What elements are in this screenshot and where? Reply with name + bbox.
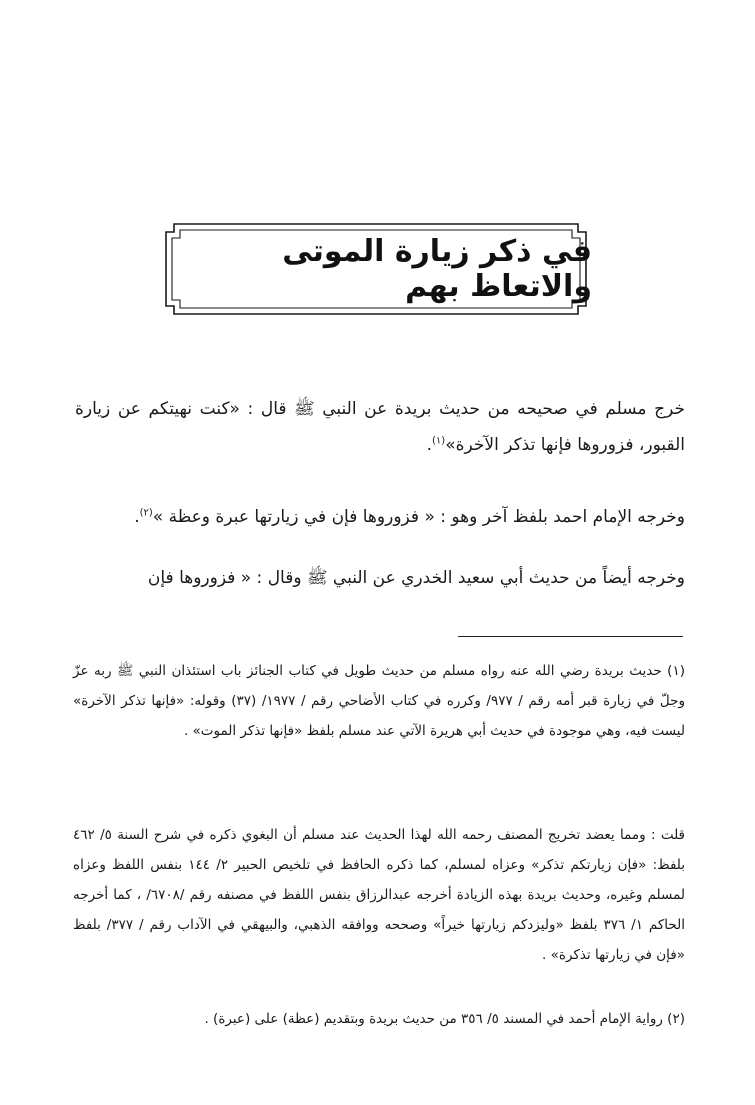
chapter-title: في ذكر زيارة الموتى والاتعاظ بهم (282, 234, 592, 304)
footnote-ref-2: (٢) (139, 507, 153, 519)
paragraph-1 (75, 391, 685, 463)
footnote-separator (458, 636, 683, 637)
paragraph-2-text: وخرجه الإمام احمد بلفظ آخر وهو : « فزوروها فإن في زيارتها عبرة وعظة » (152, 507, 685, 527)
paragraph-1-end: . (426, 435, 432, 455)
paragraph-1-text: خرج مسلم في صحيحه من حديث بريدة عن النبي ﷺ قال : «كنت نهيتكم عن زيارة القبور، فزوروها فإنها تذكر الآخرة» (75, 399, 685, 455)
paragraph-3-text: وخرجه أيضاً من حديث أبي سعيد الخدري عن النبي ﷺ وقال : « فزوروها فإن (147, 568, 685, 588)
footnote-1-note: قلت : ومما يعضد تخريج المصنف رحمه الله لهذا الحديث عند مسلم أن البغوي ذكره في شرح السنة ٥/ ٤٦٢ بلفظ: «فإن زيارتكم تذكر» وعزاه لمسلم، كما ذكره الحافظ في تلخيص الحبير ٢/ ١٤٤ بنفس اللفظ وعزاه لمسلم وغيره، وحديث بريدة بهذه الزيادة أخرجه عبدالرزاق بنفس اللفظ في مصنفه رقم /٦٧٠٨/ ، كما أخرجه الحاكم ١/ ٣٧٦ بلفظ «وليزدكم زيارتها خيراً» وصححه ووافقه الذهبي، والبيهقي في الآداب رقم / ٣٧٧/ بلفظ «فإن في زيارتها تذكرة» . (73, 827, 685, 963)
paragraph-3 (75, 560, 685, 596)
footnote-1: (١) حديث بريدة رضي الله عنه رواه مسلم من حديث طويل في كتاب الجنائز باب استئذان النبي ﷺ ربه عزّ وجلّ في زيارة قبر أمه رقم / ٩٧٧/ وكرره في كتاب الأضاحي رقم / ١٩٧٧/ (٣٧) وقوله: «فإنها تذكر الآخرة» ليست فيه، وهي موجودة في حديث أبي هريرة الآتي عند مسلم بلفظ «فإنها تذكر الموت» . (73, 663, 685, 739)
paragraph-2 (75, 499, 685, 535)
footnote-2: (٢) رواية الإمام أحمد في المسند ٥/ ٣٥٦ من حديث بريدة وبتقديم (عظة) على (عبرة) . (204, 1011, 685, 1027)
footnote-ref-1: (١) (432, 435, 446, 447)
paragraph-2-end: . (134, 507, 140, 527)
chapter-title-frame (160, 218, 592, 320)
